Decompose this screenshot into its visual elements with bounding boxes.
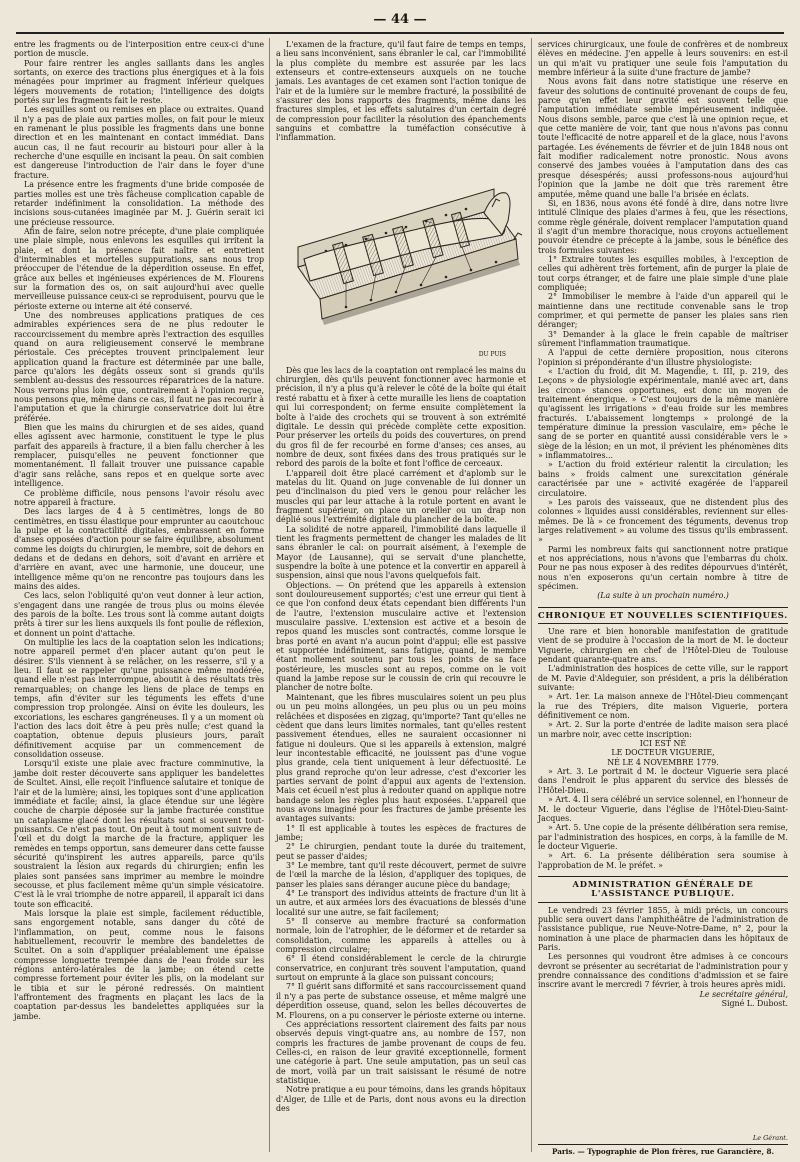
footer-rule <box>538 1144 788 1145</box>
column-divider <box>269 38 270 1152</box>
header-rule <box>16 32 784 34</box>
gerant-label: Le Gérant. <box>752 1134 788 1142</box>
column-divider <box>531 38 532 1152</box>
list-item: 1° Extraire toutes les esquilles mobiles, à l'exception de celles qui adhèrent très fortement, afin de purger la plaie de tout corps étranger, et de faire une plaie simple d'une plaie compliquée; <box>538 254 788 292</box>
list-item: 7° Il guérit sans difformité et sans raccourcissement quand il n'y a pas perte de substance osseuse, et même malgré une déperdition osseuse, quand, selon les belles découvertes de M. Flourens, on a pu conserver le périoste externe ou interne. <box>276 982 526 1020</box>
paragraph: Dès que les lacs de la coaptation ont remplacé les mains du chirurgien, dès qu'ils peuvent fonctionner avec harmonie et précision, il n'y a plus qu'à relever le côté de la boîte qui était resté rabattu et à fixer à cette muraille les liens de coaptation qui lui correspondent; on ferme ensuite complètement la boîte à l'aide des crochets qui se trouvent à son extrémité digitale. Le dessin qui précède complète cette exposition. Pour préserver les orteils du poids des couvertures, on prend du gros fil de fer recourbé en forme d'anses; ces anses, au nombre de deux, sont fixées dans des trous pratiqués sur le rebord des parois de la boîte et font l'office de cerceaux. <box>276 365 526 469</box>
signature-name: Signé L. Dubost. <box>721 999 788 1009</box>
paragraph: Nous avons fait dans notre statistique une réserve en faveur des solutions de continuité provenant de coups de feu, parce qu'en effet leur gravité est souvent telle que l'amputation immédiate semble impérieusement indiquée. Nous disons semble, parce que c'est là une opinion reçue, et que cette manière de voir, tant que nous n'avons pas connu toute l'efficacité de notre appareil et de la glace, nous l'avons partagée. Les événements de février et de juin 1848 nous ont fait modifier radicalement notre pronostic. Nous avons conservé des jambes vouées à l'amputation dans des cas presque désespérés; aussi professons-nous aujourd'hui l'opinion que la jambe ne doit que très rarement être amputée, même quand une balle l'a brisée en éclats. <box>538 77 788 199</box>
paragraph: services chirurgicaux, une foule de confrères et de nombreux élèves en médecine. J'en appelle à leurs souvenirs: en est-il un qui m'ait vu pratiquer une seule fois l'amputation du membre inférieur à la suite d'une fracture de jambe? <box>538 40 788 78</box>
paragraph: Notre pratique a eu pour témoins, dans les grands hôpitaux d'Alger, de Lille et de Paris, dont nous avons eu la direction des <box>276 1085 526 1113</box>
list-item: 2° Le chirurgien, pendant toute la durée du traitement, peut se passer d'aides; <box>276 842 526 861</box>
paragraph: » Art. 4. Il sera célébré un service solennel, en l'honneur de M. le docteur Viguerie, dans l'église de l'Hôtel-Dieu-Saint-Jacques. <box>538 795 788 823</box>
page-footer <box>538 1134 788 1156</box>
column-1 <box>14 40 264 1021</box>
paragraph: Des lacs larges de 4 à 5 centimètres, longs de 80 centimètres, en tissu élastique pour emprunter au caoutchouc la pulpe et la contractilité digitales, embrassent en forme d'anses opposées d'action pour se faire équilibre, absolument comme les doigts du chirurgien, le membre, soit de dehors en dedans et de dedans en dehors, soit d'avant en arrière et d'arrière en avant, avec une harmonie, une douceur, une intelligence même qu'on ne rencontre pas toujours dans les mains des aides. <box>14 507 264 591</box>
paragraph: » Art. 3. Le portrait d M. le docteur Viguerie sera placé dans l'endroit le plus apparent du service des blessés de l'Hôtel-Dieu. <box>538 767 788 795</box>
inscription-line: ICI EST NÉ <box>639 739 687 749</box>
paragraph: Bien que les mains du chirurgien et de ses aides, quand elles agissent avec harmonie, constituent le type le plus parfait des appareils à fracture, il a bien fallu chercher à les remplacer, puisqu'elles ne peuvent fonctionner que momentanément. Il fallait trouver une puissance capable d'agir sans relâche, sans repos et en quelque sorte avec intelligence. <box>14 423 264 489</box>
paragraph: » Art. 6. La présente délibération sera soumise à l'approbation de M. le préfet. » <box>538 851 788 870</box>
paragraph: Parmi les nombreux faits qui sanctionnent notre pratique et nos appréciations, nous n'avons que l'embarras du choix. Pour ne pas nous exposer à des redites dépourvues d'intérêt, nous n'en exposerons qu'un certain nombre à titre de spécimen. <box>538 544 788 591</box>
column-2 <box>276 40 526 1113</box>
paragraph: Les esquilles sont ou remises en place ou extraites. Quand il n'y a pas de plaie aux parties molles, on fait pour le mieux en ramenant le plus possible les fragments dans une bonne direction et en les maintenant en contact immédiat. Dans aucun cas, il ne faut recourir au bistouri pour aller à la recherche d'une esquille en incisant la peau. On sait combien est dangereuse l'introduction de l'air dans le foyer d'une fracture. <box>14 105 264 180</box>
quotation: « L'action du froid, dit M. Magendie, t. III, p. 219, des Leçons » de physiologie expérimentale, manié avec art, dans les circon» stances opportunes, est donc un moyen de traitement énergique. » C'est toujours de la même manière qu'agissent les irrigations » d'eau froide sur les membres fracturés. L'abaissement longtemps » prolongé de la température diminue la pression vasculaire, em» pêche le sang de se porter en quantité aussi considérable vers le » siège de la lésion; en un mot, il prévient les phénomènes dits » inflammatoires... <box>538 367 788 461</box>
printer-imprint: Paris. — Typographie de Plon frères, rue Garancière, 8. <box>552 1147 774 1156</box>
paragraph: L'examen de la fracture, qu'il faut faire de temps en temps, a lieu sans inconvénient, sans ébranler le cal, car l'immobilité la plus complète du membre est assurée par les lacs extenseurs et contre-extenseurs auxquels on ne touche jamais. Les avantages de cet examen sont l'action tonique de l'air et de la lumière sur le membre fracturé, la possibilité de s'assurer des bons rapports des fragments, même dans les fractures simples, et les effets salutaires d'un certain degré de compression pour faciliter la résolution des épanchements sanguins et combattre la tuméfaction consécutive à l'inflammation. <box>276 40 526 143</box>
quotation: » Les parois des vaisseaux, que ne distendent plus des colonnes » liquides aussi considérables, reviennent sur elles-mêmes. De là » ce froncement des téguments, devenus trop larges relativement » au volume des tissus qu'ils embrassent. » <box>538 497 788 545</box>
section-heading-chronique: CHRONIQUE ET NOUVELLES SCIENTIFIQUES. <box>538 607 788 624</box>
list-item: 3° Demander à la glace le frein capable de maîtriser sûrement l'inflammation traumatique. <box>538 329 788 348</box>
paragraph: Mais lorsque la plaie est simple, facilement réductible, sans engorgement notable, sans danger du côté de l'inflammation, on peut, comme nous le faisons habituellement, recouvrir le membre des bandelettes de Scultet. On a soin d'appliquer préalablement une épaisse compresse longuette trempée dans de l'eau froide sur les régions antéro-latérales de la jambe; on étend cette compresse fortement pour éviter les plis, on la modelant sur le tibia et sur le péroné redressés. On maintient l'affrontement des fragments en plaçant les lacs de la coaptation par-dessus les bandelettes appliquées sur la jambe. <box>14 908 264 1021</box>
list-item: 3° Le membre, tant qu'il reste découvert, permet de suivre de l'œil la marche de la lésion, d'appliquer des topiques, de panser les plaies sans déranger aucune pièce du bandage; <box>276 861 526 889</box>
list-item: 5° Il conserve au membre fracturé sa conformation normale, loin de l'atrophier, de le déformer et de retarder sa consolidation, comme les appareils à attelles ou à compression circulaire; <box>276 917 526 955</box>
paragraph: Les personnes qui voudront être admises à ce concours devront se présenter au secrétariat de l'administration pour y prendre connaissance des conditions d'admission et se faire inscrire avant le mercredi 7 février, à trois heures après midi. <box>538 952 788 990</box>
paragraph: » Art. 1er. La maison annexe de l'Hôtel-Dieu commençant la rue des Trépiers, dite maison Viguerie, portera définitivement ce nom. <box>538 692 788 721</box>
paragraph: Objections. — On prétend que les appareils à extension sont douloureusement supportés; c'est une erreur qui tient à ce que l'on confond deux états cependant bien différents l'un de l'autre, l'extension musculaire active et l'extension musculaire passive. L'extension est active et a besoin de repos quand les muscles sont contractés, comme lorsque le bras porté en avant n'a aucun point d'appui; elle est passive et supportée indéfiniment, sans fatigue, quand, le membre étant mollement soutenu par tous les points de sa face postérieure, les muscles sont au repos, comme on le voit quand la jambe repose sur le coussin de crin qui recouvre le plancher de notre boîte. <box>276 580 526 693</box>
engraver-signature: DU PUIS <box>478 350 506 358</box>
paragraph: Si, en 1836, nous avons été fondé à dire, dans notre livre intitulé Clinique des plaies d'armes à feu, que les résections, comme règle générale, doivent remplacer l'amputation quand il s'agit d'un membre thoracique, nous croyons actuellement pouvoir étendre ce précepte à la jambe, sous le bénéfice des trois formules suivantes: <box>538 198 788 255</box>
paragraph: Une rare et bien honorable manifestation de gratitude vient de se produire à l'occasion de la mort de M. le docteur Viguerie, chirurgien en chef de l'Hôtel-Dieu de Toulouse pendant quarante-quatre ans. <box>538 626 788 664</box>
paragraph: Le vendredi 23 février 1855, à midi précis, un concours public sera ouvert dans l'amphithéâtre de l'administration de l'assistance publique, rue Neuve-Notre-Dame, n° 2, pour la nomination à une place de pharmacien dans les hôpitaux de Paris. <box>538 905 788 952</box>
paragraph: Ce problème difficile, nous pensons l'avoir résolu avec notre appareil à fracture. <box>14 488 264 507</box>
paragraph: Pour faire rentrer les angles saillants dans les angles sortants, on exerce des tractions plus énergiques et à la fois ménagées pour imprimer au fragment inférieur quelques légers mouvements de rotation; l'intelligence des doigts portés sur les fragments fait le reste. <box>14 58 264 106</box>
inscription-line: NÉ LE 4 NOVEMBRE 1779. <box>607 757 719 767</box>
section-heading-assistance: ADMINISTRATION GÉNÉRALE DE L'ASSISTANCE PUBLIQUE. <box>538 876 788 903</box>
quotation: » L'action du froid extérieur ralentit la circulation; les bains » froids calment une surexcitation générale caractérisée par une » activité exagérée de l'appareil circulatoire. <box>538 460 788 498</box>
paragraph: La solidité de notre appareil, l'immobilité dans laquelle il tient les fragments permettent de changer les malades de lit sans ébranler le cal: on pourrait aisément, à l'exemple de Mayor (de Lausanne), qui se servait d'une planchette, suspendre la boîte à une potence et la convertir en appareil à suspension, ainsi que nous l'avons quelquefois fait. <box>276 524 526 581</box>
list-item: 6° Il étend considérablement le cercle de la chirurgie conservatrice, en conjurant très souvent l'amputation, quand surtout on emprunte à la glace son puissant concours; <box>276 954 526 983</box>
paragraph: La présence entre les fragments d'une bride composée de parties molles est une très fâcheuse complication capable de retarder indéfiniment la consolidation. La méthode des incisions sous-cutanées imaginée par M. J. Guérin serait ici une précieuse ressource. <box>14 180 264 227</box>
list-item: 2° Immobiliser le membre à l'aide d'un appareil qui le maintienne dans une rectitude convenable sans le trop comprimer, et qui permette de panser les plaies sans rien déranger; <box>538 292 788 330</box>
paragraph: On multiplie les lacs de la coaptation selon les indications; notre appareil permet d'en placer autant qu'on peut le désirer. S'ils viennent à se relâcher, on les resserre, s'il y a lieu. Il faut se rappeler qu'une puissance même modérée, quand elle n'est pas interrompue, aboutit à des résultats très remarquables; on change les liens de place de temps en temps, afin d'éviter sur les téguments les effets d'une compression trop prolongée. Ainsi on évite les douleurs, les excoriations, les eschares gangréneuses. Il y a un moment où l'action des lacs doit être à peu près nulle; c'est quand la coaptation, obtenue depuis plusieurs jours, paraît définitivement acquise par un commencement de consolidation osseuse. <box>14 638 264 760</box>
paragraph: L'appareil doit être placé carrément et d'aplomb sur le matelas du lit. Quand on juge convenable de lui donner un peu d'inclinaison du pied vers le genou pour relâcher les muscles qui par leur attache à la rotule portent en avant le fragment supérieur, on place un oreiller ou un drap non déplié sous l'extrémité digitale du plancher de la boîte. <box>276 468 526 525</box>
list-item: 4° Le transport des individus atteints de fracture d'un lit à un autre, et aux armées lors des évacuations de blessés d'une localité sur une autre, se fait facilement; <box>276 889 526 917</box>
paragraph: » Art. 2. Sur la porte d'entrée de ladite maison sera placé un marbre noir, avec cette inscription: <box>538 720 788 739</box>
list-item: 1° Il est applicable à toutes les espèces de fractures de jambe; <box>276 823 526 842</box>
paragraph: Ces lacs, selon l'obliquité qu'on veut donner à leur action, s'engagent dans une rangée de trous plus ou moins élevée des parois de la boîte. Les trous sont là comme autant doigts prêts à tirer sur les liens auxquels ils font poulie de réflexion, et donnent un point d'attache. <box>14 591 264 638</box>
page-number: — 44 — <box>373 12 427 27</box>
paragraph: Ces appréciations ressortent clairement des faits par nous observés depuis vingt-quatre ans, au nombre de 157, non compris les fractures de jambe provenant de coups de feu. Celles-ci, en raison de leur gravité exceptionnelle, forment une catégorie à part. Une seule amputation, pas un seul cas de mort, voilà par un trait saisissant le résumé de notre statistique. <box>276 1019 526 1085</box>
paragraph: Maintenant, que les fibres musculaires soient un peu plus ou un peu moins allongées, un peu plus ou un peu moins relâchées et disposées en zigzag, qu'importe? Tant qu'elles ne cèdent que dans leurs limites normales, tant qu'elles restent passivement étendues, elles ne sauraient occasionner ni fatigue ni douleurs. Que si les appareils à extension, malgré leur incontestable efficacité, ne jouissent pas d'une vogue plus grande, cela tient uniquement à leur défectuosité. Le plus grand reproche qu'on leur adresse, c'est d'excorier les parties servant de point d'appui aux agents de l'extension. Mais cet écueil n'est plus à redouter quand on applique notre bandage selon les règles plus haut exposées. L'appareil que nous avons imaginé pour les fractures de jambe présente les avantages suivants: <box>276 692 526 824</box>
paragraph: Une des nombreuses applications pratiques de ces admirables expériences sera de ne plus redouter le raccourcissement du membre après l'extraction des esquilles quand on aura religieusement conservé le membrane périostale. Ces préceptes trouvent principalement leur application quand la fracture est déterminée par une balle, parce qu'alors les dégâts osseux sont si grands qu'ils semblent au-dessus des ressources réparatrices de la nature. Nous verrons plus loin que, contrairement à l'opinion reçue, nous pensons que, même dans ce cas, il faut ne pas recourir à l'amputation et que la chirurgie conservatrice doit lui être préférée. <box>14 310 264 423</box>
column-3 <box>538 40 788 1008</box>
inscription-line: LE DOCTEUR VIGUERIE, <box>611 748 715 758</box>
fracture-apparatus-figure <box>276 147 526 362</box>
paragraph: L'administration des hospices de cette ville, sur le rapport de M. Pavie d'Aldeguier, son président, a pris la délibération suivante: <box>538 664 788 693</box>
paragraph: Lorsqu'il existe une plaie avec fracture comminutive, la jambe doit rester découverte sans appliquer les bandelettes de Scultet. Ainsi, elle reçoit l'influence salutaire et tonique de l'air et de la lumière; ainsi, les topiques sont d'une application immédiate et facile; ainsi, la glace étendue sur une légère couche de charpie déposée sur la jambe fracturée constitue un cataplasme glacé dont les résultats sont si souvent tout-puissants. Ce n'est pas tout. On peut à tout moment suivre de l'œil et du doigt la marche de la fracture, appliquer les remèdes en temps opportun, sans demeurer dans cette fausse sécurité qu'inspirent les autres appareils, parce qu'ils soustraient la lésion aux regards du chirurgien; enfin les plaies sont pansées sans imprimer au membre le moindre secousse, et plus facilement même qu'un simple vésicatoire. C'est là le vrai triomphe de notre appareil, il apparaît ici dans toute son efficacité. <box>14 759 264 909</box>
apparatus-engraving <box>276 147 526 362</box>
paragraph: Afin de faire, selon notre précepte, d'une plaie compliquée une plaie simple, nous enlevons les esquilles qui irritent la plaie, et dont la présence fait naître et entretient d'interminables et mortelles suppurations, sans nous trop préoccuper de l'étendue de la déperdition osseuse. En effet, grâce aux belles et ingénieuses expériences de M. Flourens sur la formation des os, on sait aujourd'hui avec quelle merveilleuse puissance ceux-ci se reproduisent, pourvu que le périoste externe ou interne ait été conservé. <box>14 226 264 311</box>
paragraph: » Art. 5. Une copie de la présente délibération sera remise, par l'administration des hospices, en corps, à la famille de M. le docteur Viguerie. <box>538 823 788 851</box>
signature-role: Le secrétaire général, <box>699 989 788 999</box>
paragraph: entre les fragments ou de l'interposition entre ceux-ci d'une portion de muscle. <box>14 40 264 59</box>
continuation-note: (La suite à un prochain numéro.) <box>597 591 729 601</box>
paragraph: A l'appui de cette dernière proposition, nous citerons l'opinion si prépondérante d'un illustre physiologiste: <box>538 348 788 367</box>
